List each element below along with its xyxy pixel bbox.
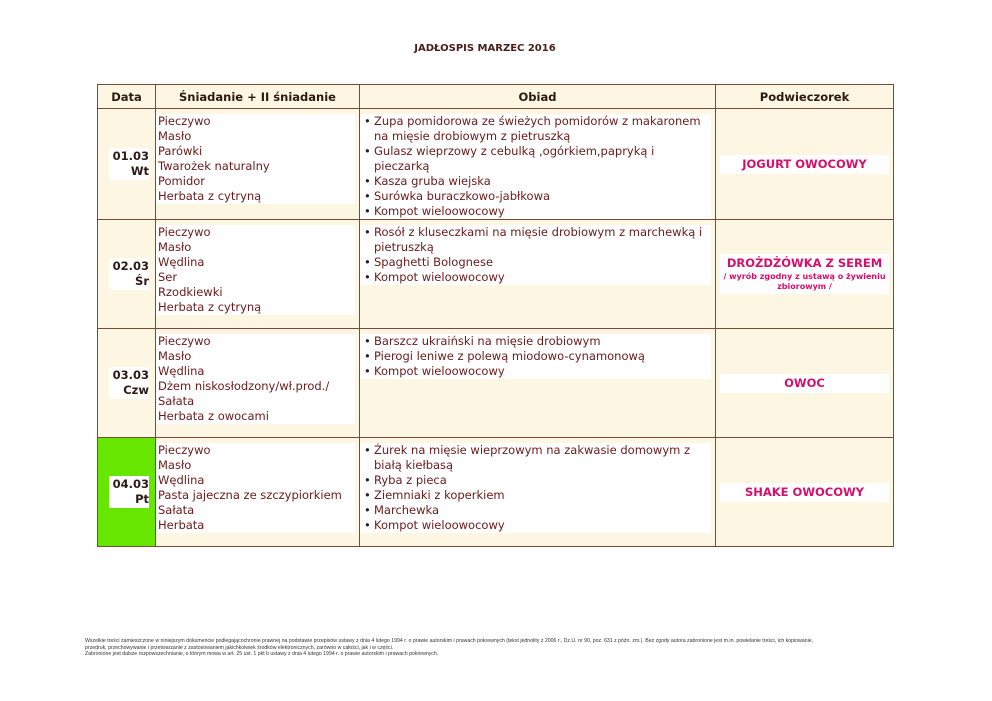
breakfast-item: Ser bbox=[158, 270, 178, 284]
date-label bbox=[109, 476, 149, 508]
lunch-list bbox=[360, 443, 711, 533]
day-of-week: Pt bbox=[135, 492, 149, 506]
breakfast-item: Pomidor bbox=[158, 174, 206, 188]
snack-cell bbox=[716, 220, 894, 329]
table-row bbox=[98, 220, 894, 329]
lunch-list bbox=[360, 225, 711, 285]
breakfast-item: Pieczywo bbox=[158, 114, 211, 128]
breakfast-item: Wędlina bbox=[158, 255, 205, 269]
date-cell bbox=[98, 438, 156, 547]
snack-cell bbox=[716, 329, 894, 438]
copyright-line: przedruk, przechowywanie i przetwarzanie z zastosowaniem jakichkolwiek środków elektronicznych, zarówno w całości, jak i w części. bbox=[85, 644, 394, 651]
table-row bbox=[98, 109, 894, 220]
breakfast-item: Dżem niskosłodzony/wł.prod./ bbox=[158, 379, 330, 393]
day-of-week: Śr bbox=[135, 274, 149, 288]
breakfast-item: Masło bbox=[158, 240, 192, 254]
breakfast-item: Wędlina bbox=[158, 473, 205, 487]
breakfast-item: Sałata bbox=[158, 503, 195, 517]
snack-box bbox=[720, 155, 889, 174]
snack-cell bbox=[716, 438, 894, 547]
lunch-item: • Surówka buraczkowo-jabłkowa bbox=[360, 189, 711, 204]
lunch-item: • Rosół z kluseczkami na mięsie drobiowym z marchewką i pietruszką bbox=[360, 225, 711, 255]
snack-box bbox=[720, 483, 889, 502]
snack-label: SHAKE OWOCOWY bbox=[744, 484, 865, 499]
lunch-item: • Barszcz ukraiński na mięsie drobiowym bbox=[360, 334, 711, 349]
lunch-item: • Żurek na mięsie wieprzowym na zakwasie domowym z białą kiełbasą bbox=[360, 443, 711, 473]
snack-label: JOGURT OWOCOWY bbox=[742, 156, 867, 171]
breakfast-item: Herbata z owocami bbox=[158, 409, 269, 423]
snack-cell bbox=[716, 109, 894, 220]
header-snack: Podwieczorek bbox=[716, 85, 894, 109]
date-value: 04.03 bbox=[112, 477, 149, 491]
date-cell bbox=[98, 109, 156, 220]
date-value: 01.03 bbox=[112, 149, 149, 163]
date-cell bbox=[98, 329, 156, 438]
breakfast-cell bbox=[156, 329, 360, 438]
snack-label: OWOC bbox=[784, 375, 825, 390]
header-lunch: Obiad bbox=[360, 85, 716, 109]
lunch-item: • Kasza gruba wiejska bbox=[360, 174, 711, 189]
snack-label: DROŻDŻÓWKA Z SEREM bbox=[726, 256, 883, 270]
breakfast-list bbox=[156, 114, 355, 204]
breakfast-item: Pieczywo bbox=[158, 443, 211, 457]
breakfast-item: Parówki bbox=[158, 144, 203, 158]
breakfast-list bbox=[156, 225, 355, 315]
breakfast-item: Herbata bbox=[158, 518, 205, 532]
breakfast-cell bbox=[156, 109, 360, 220]
breakfast-item: Rzodkiewki bbox=[158, 285, 223, 299]
lunch-cell bbox=[360, 329, 716, 438]
menu-body bbox=[98, 109, 894, 547]
lunch-item: • Spaghetti Bolognese bbox=[360, 255, 711, 270]
header-date: Data bbox=[98, 85, 156, 109]
table-row bbox=[98, 438, 894, 547]
lunch-cell bbox=[360, 438, 716, 547]
date-value: 02.03 bbox=[112, 259, 149, 273]
copyright-line: Wszelkie treści zamieszczone w niniejszym dokumencie podlegającochronie prawnej na podstawie przepisów ustawy z dnia 4 lutego 1994 r. o prawie autorskim i prawach pokrewnych (tekst jednolity z 2006 r., Dz.U. nr 90, poz. 631 z późn. zm.). Bez zgody autora zabronione jest m.in. powielanie treści, ich kopiowanie, bbox=[85, 638, 814, 644]
lunch-item: • Zupa pomidorowa ze świeżych pomidorów z makaronem na mięsie drobiowym z pietruszką bbox=[360, 114, 711, 144]
lunch-item: • Kompot wieloowocowy bbox=[360, 270, 711, 285]
breakfast-item: Masło bbox=[158, 458, 192, 472]
lunch-cell bbox=[360, 109, 716, 220]
date-label bbox=[109, 148, 149, 180]
lunch-item: • Kompot wieloowocowy bbox=[360, 518, 711, 533]
lunch-list bbox=[360, 334, 711, 379]
page-title: JADŁOSPIS MARZEC 2016 bbox=[414, 43, 556, 54]
date-value: 03.03 bbox=[112, 368, 149, 382]
lunch-item: • Ziemniaki z koperkiem bbox=[360, 488, 711, 503]
snack-box bbox=[720, 374, 889, 393]
lunch-item: • Kompot wieloowocowy bbox=[360, 364, 711, 379]
lunch-cell bbox=[360, 220, 716, 329]
header-breakfast: Śniadanie + II śniadanie bbox=[156, 85, 360, 109]
lunch-list bbox=[360, 114, 711, 219]
breakfast-item: Masło bbox=[158, 349, 192, 363]
breakfast-item: Pieczywo bbox=[158, 334, 211, 348]
date-label bbox=[109, 367, 149, 399]
copyright-line: Zabronione jest dalsze rozpowszechnianie, o którym mowa w art. 25 ust. 1 pkt b ustawy z dnia 4 lutego 1994 r. o prawie autorskim i prawach pokrewnych. bbox=[85, 651, 439, 658]
snack-box bbox=[720, 254, 889, 294]
breakfast-item: Pasta jajeczna ze szczypiorkiem bbox=[158, 488, 342, 502]
snack-note: / wyrób zgodny z ustawą o żywieniu zbiorowym / bbox=[723, 272, 886, 291]
table-row bbox=[98, 329, 894, 438]
menu-table bbox=[97, 84, 894, 547]
breakfast-item: Twarożek naturalny bbox=[158, 159, 270, 173]
lunch-item: • Ryba z pieca bbox=[360, 473, 711, 488]
lunch-item: • Marchewka bbox=[360, 503, 711, 518]
breakfast-item: Wędlina bbox=[158, 364, 205, 378]
breakfast-list bbox=[156, 443, 355, 533]
day-of-week: Wt bbox=[130, 164, 149, 178]
table-header-row bbox=[98, 85, 894, 109]
lunch-item: • Gulasz wieprzowy z cebulką ,ogórkiem,papryką i pieczarką bbox=[360, 144, 711, 174]
breakfast-item: Sałata bbox=[158, 394, 195, 408]
lunch-item: • Pierogi leniwe z polewą miodowo-cynamonową bbox=[360, 349, 711, 364]
breakfast-cell bbox=[156, 220, 360, 329]
breakfast-item: Pieczywo bbox=[158, 225, 211, 239]
day-of-week: Czw bbox=[123, 383, 149, 397]
copyright-notice bbox=[85, 638, 915, 658]
date-cell bbox=[98, 220, 156, 329]
date-label bbox=[109, 258, 149, 290]
breakfast-cell bbox=[156, 438, 360, 547]
breakfast-item: Masło bbox=[158, 129, 192, 143]
breakfast-list bbox=[156, 334, 355, 424]
breakfast-item: Herbata z cytryną bbox=[158, 189, 262, 203]
breakfast-item: Herbata z cytryną bbox=[158, 300, 262, 314]
lunch-item: • Kompot wieloowocowy bbox=[360, 204, 711, 219]
